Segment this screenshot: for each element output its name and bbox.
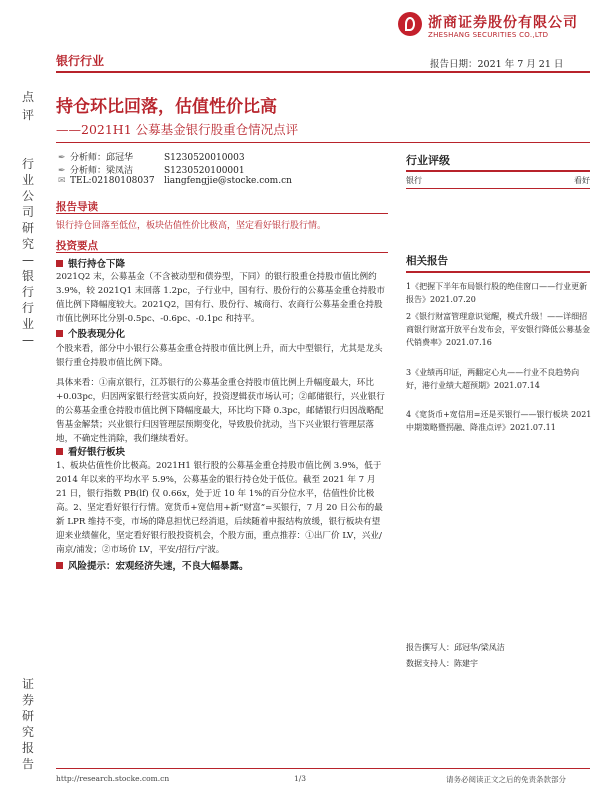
section-paragraph: 1、板块估值性价比极高。2021H1 银行股的公募基金重仓持股市值比例 3.9%，低于 2014 年以来的平均水平 5.9%，公募基金的银行持仓处于低位。截至 2021 年 7 月 21 日，银行指数 PB(lf) 仅 0.66x，处于近 10 年 1%的百分位水平，估值性价比极高。2、坚定看好银行行情。宽货币+宽信用+新“财富”=买银行，7 月 20 日公布的最新 LPR 维持不变，市场的降息担忧已经消退，后续随着申报结构放缓，银行板块有望迎来业绩催化，坚定看好银行股投资机会，个股方面，重点推荐：①出厂价 LV，兴业/南京/浦发；②市场价 LV，平安/招行/宁波。	[56, 461, 383, 555]
section-paragraph: 个股来看，部分中小银行公募基金重仓持股市值比例上升，而大中型银行，尤其是龙头银行重仓持股市值比例下降。	[56, 344, 383, 368]
side-label-report: 证券研究报告	[21, 677, 34, 771]
section-heading: 个股表现分化	[56, 326, 125, 340]
footer-disclaimer: 请务必阅读正文之后的免责条款部分	[446, 775, 566, 784]
report-writer: 报告撰写人：邱冠华/梁凤洁	[406, 643, 505, 652]
intro-text: 银行持仓回落至低位，板块估值性价比极高，坚定看好银行股行情。	[56, 221, 327, 231]
pen-icon: ✒	[58, 153, 66, 163]
related-divider	[406, 271, 590, 273]
company-name: 浙商证券股份有限公司	[428, 15, 578, 31]
analyst-row: ✒ 分析师：梁凤洁 S1230520100001	[58, 166, 245, 176]
analyst-row: ✒ 分析师：邱冠华 S1230520010003	[58, 153, 245, 163]
report-date: 报告日期：2021 年 7 月 21 日	[430, 59, 564, 70]
rating-divider	[406, 170, 590, 172]
risk-heading: 风险提示：宏观经济失速，不良大幅暴露。	[56, 558, 249, 572]
title-divider	[56, 142, 590, 143]
points-divider	[56, 252, 388, 253]
pen-icon: ✒	[58, 166, 66, 176]
rating-value: 看好	[574, 176, 590, 185]
points-heading: 投资要点	[56, 240, 98, 252]
industry-label: 银行行业	[56, 54, 105, 68]
analyst-contact-row: ✉ TEL:02180108037 liangfengjie@stocke.com.cn	[58, 176, 292, 186]
rating-heading: 行业评级	[406, 154, 450, 167]
intro-divider	[56, 213, 388, 214]
related-report-link[interactable]: 2《银行财富管理意识觉醒，模式升级！——详细招商银行财富开放平台发布会，平安银行降低公募基金代销费率》2021.07.16	[406, 312, 590, 347]
footer-divider	[56, 768, 590, 769]
company-name-en: ZHESHANG SECURITIES CO.,LTD	[428, 31, 549, 39]
related-report-link[interactable]: 1《把握下半年布局银行股的绝佳窗口——行业更新报告》2021.07.20	[406, 282, 588, 304]
page-subtitle: ——2021H1 公募基金银行股重仓情况点评	[56, 122, 299, 137]
data-support: 数据支持人：陈建宇	[406, 659, 478, 668]
related-report-link[interactable]: 4《宽货币+宽信用=还是买银行——银行板块 2021 中期策略暨拐融、降准点评》2021.07.11	[406, 410, 592, 432]
intro-heading: 报告导读	[56, 201, 98, 213]
rating-row: 银行 看好	[406, 176, 590, 185]
section-heading: 银行持仓下降	[56, 256, 125, 270]
rating-bottom-divider	[406, 188, 590, 189]
related-heading: 相关报告	[406, 255, 448, 267]
company-logo-icon	[398, 12, 422, 36]
page-title: 持仓环比回落，估值性价比高	[56, 97, 277, 117]
side-label-review: 点评	[21, 90, 34, 122]
header-divider	[56, 71, 590, 73]
related-report-link[interactable]: 3《业绩再印证，两翻定心丸——行业不良趋势向好，港行业绩大超预期》2021.07.14	[406, 368, 580, 390]
footer-url[interactable]: http://research.stocke.com.cn	[56, 774, 170, 783]
section-paragraph: 2021Q2 末，公募基金（不含被动型和债券型，下同）的银行股重仓持股市值比例约 3.9%，较 2021Q1 末回落 1.2pc，子行业中，国有行、股份行的公募基金重仓持股市值比例下降幅度较大。2021Q2，国有行、股份行、城商行、农商行公募基金重仓持股市值比例环比分别-0.5pc、-0.6pc、-0.1pc 和持平。	[56, 272, 386, 324]
email-icon: ✉	[58, 176, 66, 186]
section-heading: 看好银行板块	[56, 444, 125, 458]
side-label-industry: 行业公司研究—银行行业—	[21, 157, 34, 347]
page-number: 1/3	[294, 774, 307, 783]
section-paragraph: 具体来看：①南京银行，江苏银行的公募基金重仓持股市值比例上升幅度最大，环比+0.03pc，归因两家银行经营实质向好，投资逻辑获市场认可；②邮储银行，兴业银行的公募基金重仓持股市值比例下降幅度最大，环比均下降 0.3pc，邮储银行归因战略配售基金解禁；兴业银行归因管理层预期变化，导致股价扰动，当下兴业银行管理层落地，不确定性消除，我们继续看好。	[56, 378, 385, 444]
analyst-email[interactable]: liangfengjie@stocke.com.cn	[164, 176, 292, 186]
